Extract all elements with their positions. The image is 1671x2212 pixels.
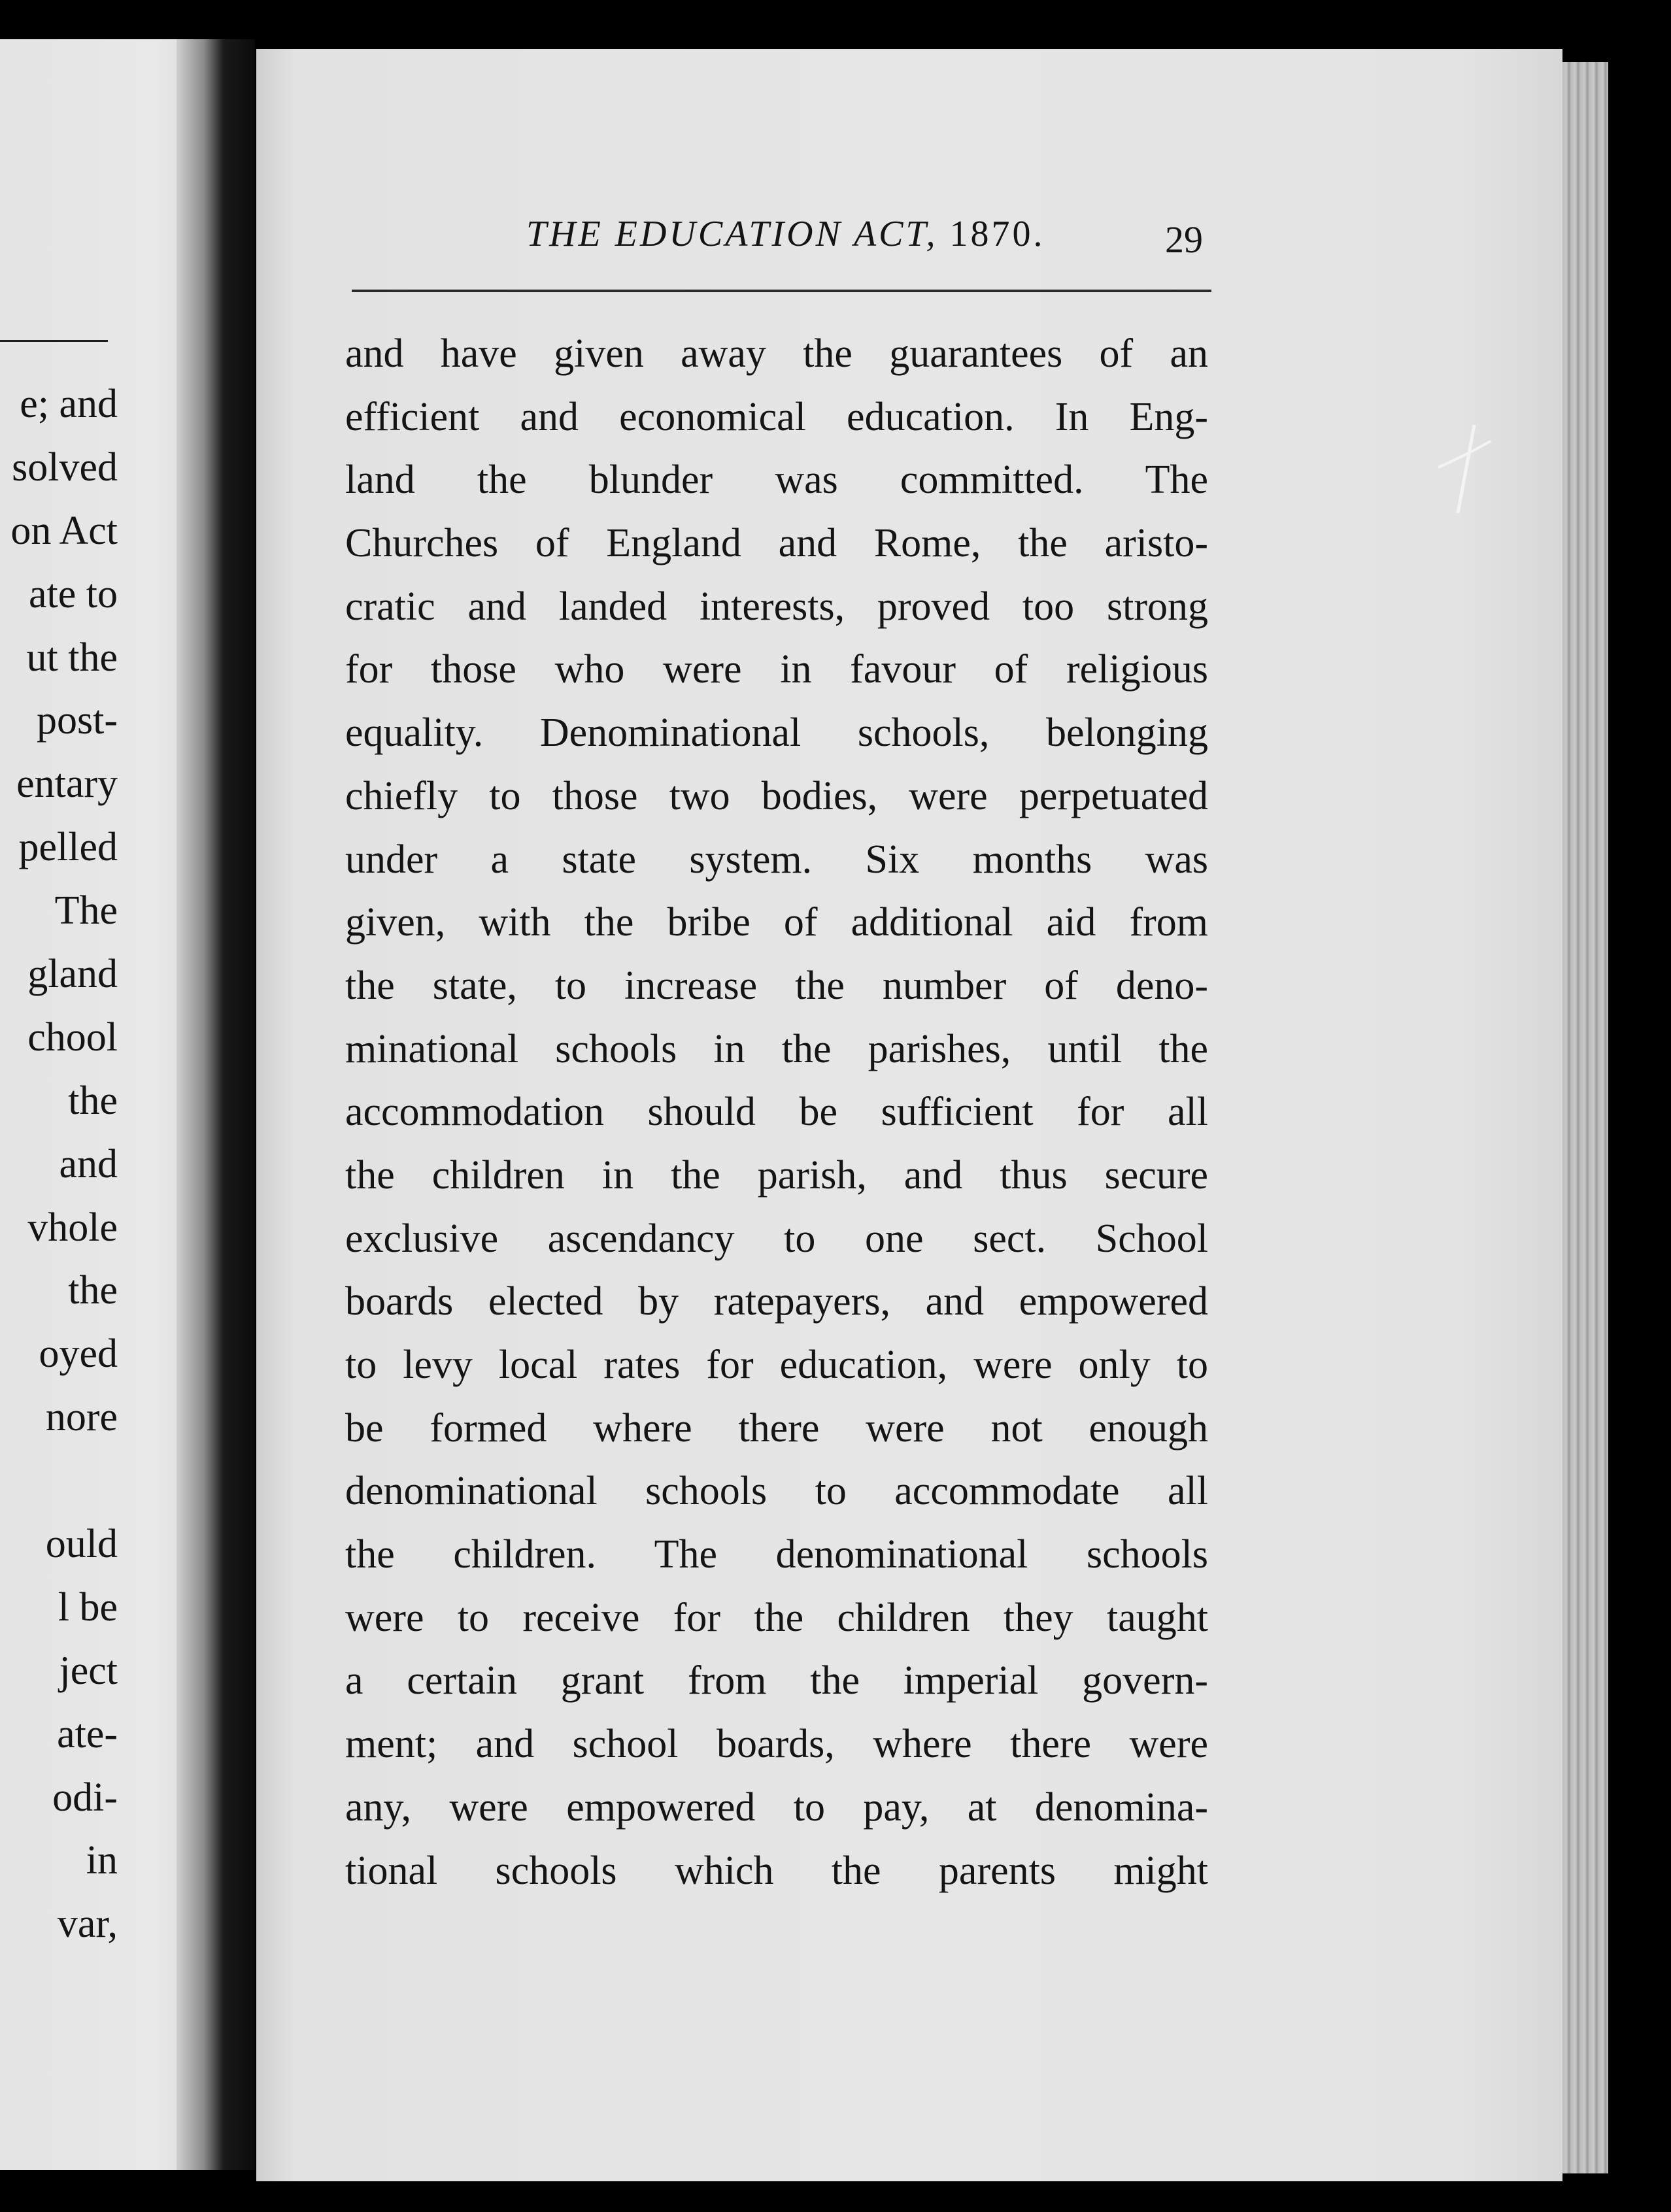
text-line: the state, to increase the number of deno- — [345, 963, 1208, 1008]
previous-page-line: ate- — [57, 1711, 118, 1756]
previous-page-line: odi- — [52, 1775, 118, 1820]
text-line: were to receive for the children they taught — [345, 1595, 1208, 1640]
previous-page-line — [10, 1449, 118, 1513]
text-line: denominational schools to accommodate all — [345, 1469, 1208, 1514]
previous-page-line: solved — [12, 444, 118, 490]
previous-page-line: chool — [27, 1014, 118, 1060]
text-line: be formed where there were not enough — [345, 1405, 1208, 1450]
text-line: under a state system. Six months was — [345, 837, 1208, 882]
text-line: for those who were in favour of religious — [345, 647, 1208, 692]
previous-page-line: ject — [59, 1648, 118, 1693]
header-rule — [352, 290, 1211, 292]
pencil-mark-icon — [1435, 422, 1494, 520]
text-line: a certain grant from the imperial govern- — [345, 1658, 1208, 1703]
previous-page-line: The — [54, 888, 118, 933]
running-title: THE EDUCATION ACT, — [526, 214, 938, 254]
text-line: and have given away the guarantees of an — [345, 331, 1208, 376]
text-line: ment; and school boards, where there were — [345, 1722, 1208, 1767]
text-line: given, with the bribe of additional aid from — [345, 900, 1208, 945]
text-line: chiefly to those two bodies, were perpetuated — [345, 773, 1208, 818]
text-line: any, were empowered to pay, at denomina- — [345, 1785, 1208, 1830]
text-line: the children in the parish, and thus secure — [345, 1152, 1208, 1198]
previous-page-line: ut the — [26, 635, 118, 680]
text-line: minational schools in the parishes, until the — [345, 1026, 1208, 1071]
text-line: accommodation should be sufficient for all — [345, 1090, 1208, 1135]
previous-page-line: on Act — [10, 508, 118, 553]
text-line: land the blunder was committed. The — [345, 458, 1208, 503]
text-line: cratic and landed interests, proved too strong — [345, 584, 1208, 629]
text-line: boards elected by ratepayers, and empowered — [345, 1279, 1208, 1324]
previous-page-line: oyed — [39, 1332, 118, 1377]
book-gutter-shadow — [177, 39, 255, 2170]
previous-page-line: pelled — [18, 825, 118, 870]
previous-page-line: l be — [58, 1584, 118, 1630]
text-line: Churches of England and Rome, the aristo- — [345, 521, 1208, 566]
previous-page-line: ate to — [29, 571, 118, 616]
text-line: to levy local rates for education, were only to — [345, 1343, 1208, 1387]
previous-page-text — [10, 373, 118, 1956]
previous-page-line: gland — [27, 952, 118, 997]
page-edges — [1562, 62, 1608, 2173]
previous-page-line: in — [86, 1838, 118, 1883]
previous-page-line: ould — [45, 1522, 118, 1567]
previous-page-line: nore — [45, 1395, 118, 1440]
previous-page-line: the — [68, 1268, 118, 1313]
text-line: equality. Denominational schools, belonging — [345, 711, 1208, 756]
text-line: tional schools which the parents might — [345, 1848, 1208, 1893]
previous-page-line: vhole — [27, 1205, 118, 1250]
previous-page-line: entary — [16, 762, 118, 807]
previous-page-rule — [0, 340, 108, 342]
running-year: 1870. — [949, 214, 1045, 254]
running-head — [526, 213, 1045, 255]
previous-page-line: the — [68, 1078, 118, 1123]
text-line: the children. The denominational schools — [345, 1532, 1208, 1577]
previous-page-line: post- — [37, 698, 118, 743]
previous-page-line: var, — [57, 1902, 118, 1947]
text-line: efficient and economical education. In Eng- — [345, 394, 1208, 439]
text-line: exclusive ascendancy to one sect. School — [345, 1216, 1208, 1261]
body-text — [345, 322, 1208, 1902]
previous-page-line: and — [59, 1141, 118, 1186]
page-number: 29 — [1165, 218, 1203, 261]
previous-page-line: e; and — [20, 382, 118, 426]
